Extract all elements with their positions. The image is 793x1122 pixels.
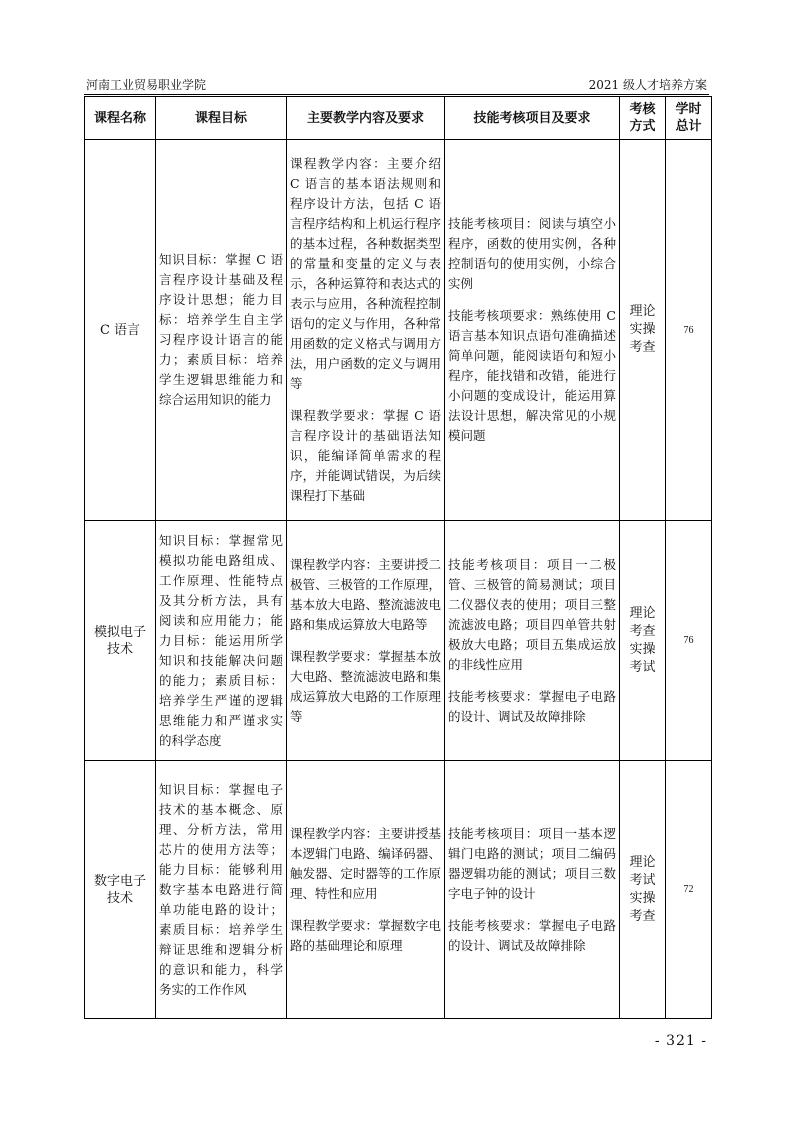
course-goal: 知识目标：掌握电子技术的基本概念、原理、分析方法，常用芯片的使用方法等；能力目标：能够利用数字基本电路进行简单功能电路的设计；素质目标：培养学生辩证思维和逻辑分析的意识和能力，科学务实的工作作风 (156, 761, 287, 1019)
header-rule (84, 94, 709, 95)
method-line: 考试 (629, 872, 656, 888)
course-goal: 知识目标：掌握常见模拟功能电路组成、工作原理、性能特点及其分析方法，具有阅读和应用能力；能力目标：能运用所学知识和技能解决问题的能力；素质目标：培养学生严谨的逻辑思维能力和严谨求实的科学态度 (156, 521, 287, 761)
skill-requirement: 技能考核项要求：熟练使用 C 语言基本知识点语句准确描述简单问题，能阅读语句和短小程序，能找错和改错，能进行小问题的变成设计，能运用算法设计思想，解决常见的小规模问题 (448, 308, 616, 443)
assessment-method (620, 521, 666, 761)
header-assessment-method (620, 97, 666, 140)
skill-items: 技能考核项目：项目一基本逻辑门电路的测试；项目二编码器逻辑功能的测试；项目三数字电子钟的设计 (448, 825, 616, 901)
skill-requirement: 技能考核要求：掌握电子电路的设计、调试及故障排除 (448, 688, 616, 724)
method-line: 实操 (629, 322, 656, 337)
content-requirement: 课程教学要求：掌握数字电路的基础理论和原理 (290, 917, 441, 953)
content-requirement: 课程教学要求：掌握基本放大电路、整流滤波电路和集成运算放大电路的工作原理等 (290, 648, 441, 724)
page-number: - 321 - (654, 1033, 707, 1049)
header-hours-line2: 总计 (675, 119, 702, 134)
course-name: 模拟电子技术 (85, 521, 156, 761)
skill-assessment (445, 521, 620, 761)
course-name: C 语言 (85, 140, 156, 521)
method-line: 理论 (629, 605, 656, 621)
total-hours: 72 (666, 761, 712, 1019)
table-row (85, 761, 712, 1019)
content-description: 课程教学内容：主要讲授二极管、三极管的工作原理，基本放大电路、整流滤波电路和集成运算放大电路等 (290, 556, 441, 632)
skill-assessment (445, 761, 620, 1019)
course-table (84, 96, 712, 1019)
header-hours-line1: 学时 (675, 102, 702, 117)
table-row (85, 521, 712, 761)
skill-items: 技能考核项目：项目一二极管、三极管的简易测试；项目二仪器仪表的使用；项目三整流滤波电路；项目四单管共射极放大电路；项目五集成运放的非线性应用 (448, 556, 616, 672)
header-course-name: 课程名称 (85, 97, 156, 140)
method-line: 实操 (629, 890, 656, 906)
method-line: 理论 (629, 304, 656, 319)
method-line: 考查 (629, 623, 656, 639)
course-name: 数字电子技术 (85, 761, 156, 1019)
assessment-method (620, 140, 666, 521)
header-institution: 河南工业贸易职业学院 (86, 78, 207, 92)
table-header-row (85, 97, 712, 140)
header-course-goal: 课程目标 (156, 97, 287, 140)
content-requirement: 课程教学要求：掌握 C 语言程序设计的基础语法知识，能编译简单需求的程序，并能调试错误，为后续课程打下基础 (290, 408, 441, 503)
course-goal: 知识目标：掌握 C 语言程序设计基础及程序设计思想；能力目标：培养学生自主学习程序设计语言的能力；素质目标：培养学生逻辑思维能力和综合运用知识的能力 (156, 140, 287, 521)
method-line: 实操 (629, 641, 656, 657)
header-assessment-method-line1: 考核 (629, 102, 656, 117)
skill-requirement: 技能考核要求：掌握电子电路的设计、调试及故障排除 (448, 917, 616, 953)
header-assessment-method-line2: 方式 (629, 119, 656, 134)
header-document-title: 2021 级人才培养方案 (588, 78, 707, 92)
main-content (287, 761, 445, 1019)
total-hours: 76 (666, 140, 712, 521)
header-main-content: 主要教学内容及要求 (287, 97, 445, 140)
skill-items: 技能考核项目：阅读与填空小程序，函数的使用实例，各种控制语句的使用实例，小综合实例 (448, 216, 616, 291)
method-line: 理论 (629, 854, 656, 870)
assessment-method (620, 761, 666, 1019)
method-line: 考试 (629, 659, 656, 675)
header-skill-assessment: 技能考核项目及要求 (445, 97, 620, 140)
content-description: 课程教学内容：主要介绍 C 语言的基本语法规则和程序设计方法，包括 C 语言程序结构和上机运行程序的基本过程，各种数据类型的常量和变量的定义与表示，各种运算符和表达式的表示与应用，各种流程控制语句的定义与作用，各种常用函数的定义格式与调用方法，用户函数的定义与调用等 (290, 156, 441, 391)
skill-assessment (445, 140, 620, 521)
table-row (85, 140, 712, 521)
method-line: 考查 (629, 908, 656, 924)
header-hours (666, 97, 712, 140)
content-description: 课程教学内容：主要讲授基本逻辑门电路、编译码器、触发器、定时器等的工作原理、特性和应用 (290, 825, 441, 901)
method-line: 考查 (629, 340, 656, 355)
total-hours: 76 (666, 521, 712, 761)
main-content (287, 521, 445, 761)
main-content (287, 140, 445, 521)
